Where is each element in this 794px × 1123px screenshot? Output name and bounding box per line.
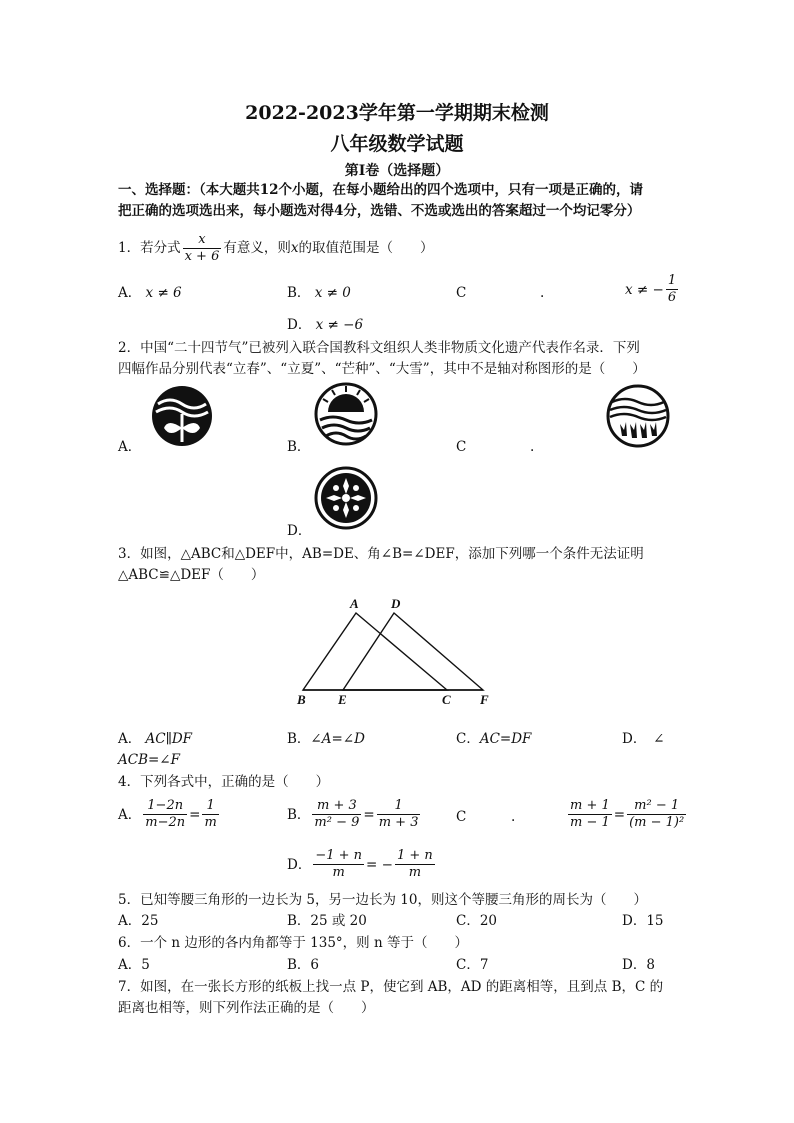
q3-option-a[interactable]: A． AC∥DF: [118, 731, 193, 747]
q3-option-b[interactable]: B．∠A=∠D: [287, 731, 365, 747]
q6-option-c[interactable]: C．7: [456, 957, 489, 973]
q4-stem: 4．下列各式中，正确的是（ ）: [118, 774, 330, 790]
q3-option-d-cont: ACB=∠F: [118, 752, 180, 768]
label-c: C: [442, 692, 451, 707]
section-heading: 第Ⅰ卷（选择题）: [344, 163, 450, 179]
q6-option-a[interactable]: A．5: [118, 957, 150, 973]
exam-title: 2022-2023学年第一学期期末检测: [245, 102, 549, 124]
label-d: D: [391, 596, 401, 611]
q2-option-c[interactable]: C: [456, 439, 467, 455]
q5-option-b[interactable]: B．25 或 20: [287, 913, 367, 929]
q2-stem-line1: 2．中国“二十四节气”已被列入联合国教科文组织人类非物质文化遗产代表作名录．下列: [118, 340, 640, 356]
instructions-line1: 一、选择题：（本大题共12个小题，在每小题给出的四个选项中，只有一项是正确的，请: [118, 182, 644, 198]
q3-option-c[interactable]: C．AC=DF: [456, 731, 532, 747]
triangle-def: [343, 613, 483, 690]
q1-option-c-expr[interactable]: x ≠ − $\frac{1}{6}$: [625, 273, 677, 305]
q6-option-b[interactable]: B．6: [287, 957, 320, 973]
q4-option-c-dot: .: [511, 809, 516, 825]
q3-stem-line2: △ABC≌△DEF（ ）: [118, 567, 265, 583]
q1-option-b[interactable]: B． x ≠ 0: [287, 285, 351, 301]
triangle-figure: [290, 592, 500, 710]
q2-option-d[interactable]: D．: [287, 523, 312, 539]
q6-option-d[interactable]: D．8: [622, 957, 655, 973]
q2-option-b[interactable]: B．: [287, 439, 311, 455]
daxue-icon: [314, 466, 378, 530]
q3-stem-line1: 3．如图，△ABC和△DEF中，AB=DE、角∠B=∠DEF，添加下列哪一个条件无法证明: [118, 546, 644, 562]
q7-stem-line1: 7．如图，在一张长方形的纸板上找一点 P，使它到 AB，AD 的距离相等，且到点 B，C 的: [118, 979, 664, 995]
q6-stem: 6．一个 n 边形的各内角都等于 135°，则 n 等于（ ）: [118, 935, 468, 951]
label-f: F: [480, 692, 489, 707]
q1-option-a[interactable]: A． x ≠ 6: [118, 285, 182, 301]
label-a: A: [350, 596, 359, 611]
label-b: B: [297, 692, 306, 707]
q1-option-d[interactable]: D． x ≠ −6: [287, 317, 364, 333]
lichun-icon: [150, 384, 214, 448]
q5-option-d[interactable]: D．15: [622, 913, 664, 929]
q2-option-c-dot: .: [530, 439, 535, 455]
mangzhong-icon: [606, 384, 670, 448]
q7-stem-line2: 距离也相等，则下列作法正确的是（ ）: [118, 1000, 375, 1016]
question-1: 1．若分式 $\frac{x}{x + 6}$ 有意义，则x的取值范围是（ ）: [118, 232, 434, 264]
lixia-icon: [314, 382, 378, 446]
q5-stem: 5．已知等腰三角形的一边长为 5，另一边长为 10，则这个等腰三角形的周长为（ ）: [118, 892, 647, 908]
q4-option-d[interactable]: D． $\frac{-1 + n}{m}$ = − $\frac{1 + n}{m}$: [287, 848, 433, 880]
q3-option-d[interactable]: D． ∠: [622, 731, 665, 747]
q4-option-c-expr[interactable]: $\frac{m + 1}{m - 1}$ = $\frac{\text{m² − 1}}{\text{(m − 1)²}}$: [570, 798, 685, 830]
label-e: E: [338, 692, 347, 707]
exam-subtitle: 八年级数学试题: [330, 133, 464, 155]
q1-option-c-label[interactable]: C: [456, 285, 467, 301]
q5-option-c[interactable]: C．20: [456, 913, 498, 929]
q1-fraction: $\frac{x}{x + 6}$: [184, 232, 220, 264]
q2-stem-line2: 四幅作品分别代表“立春”、“立夏”、“芒种”、“大雪”，其中不是轴对称图形的是（ ）: [118, 361, 646, 377]
q4-option-c-label[interactable]: C: [456, 809, 467, 825]
q1-option-c-dot: .: [540, 285, 545, 301]
q4-option-a[interactable]: A． $\frac{1-2n}{m-2n}$ = $\frac{1}{m}$: [118, 798, 217, 830]
q4-option-b[interactable]: B． $\frac{m + 3}{\text{m² − 9}}$ = $\frac{1}{m + 3}$: [287, 798, 419, 830]
instructions-line2: 把正确的选项选出来，每小题选对得4分，选错、不选或选出的答案超过一个均记零分）: [118, 203, 641, 219]
q5-option-a[interactable]: A．25: [118, 913, 159, 929]
q2-option-a[interactable]: A．: [118, 439, 142, 455]
triangle-abc: [303, 613, 447, 690]
